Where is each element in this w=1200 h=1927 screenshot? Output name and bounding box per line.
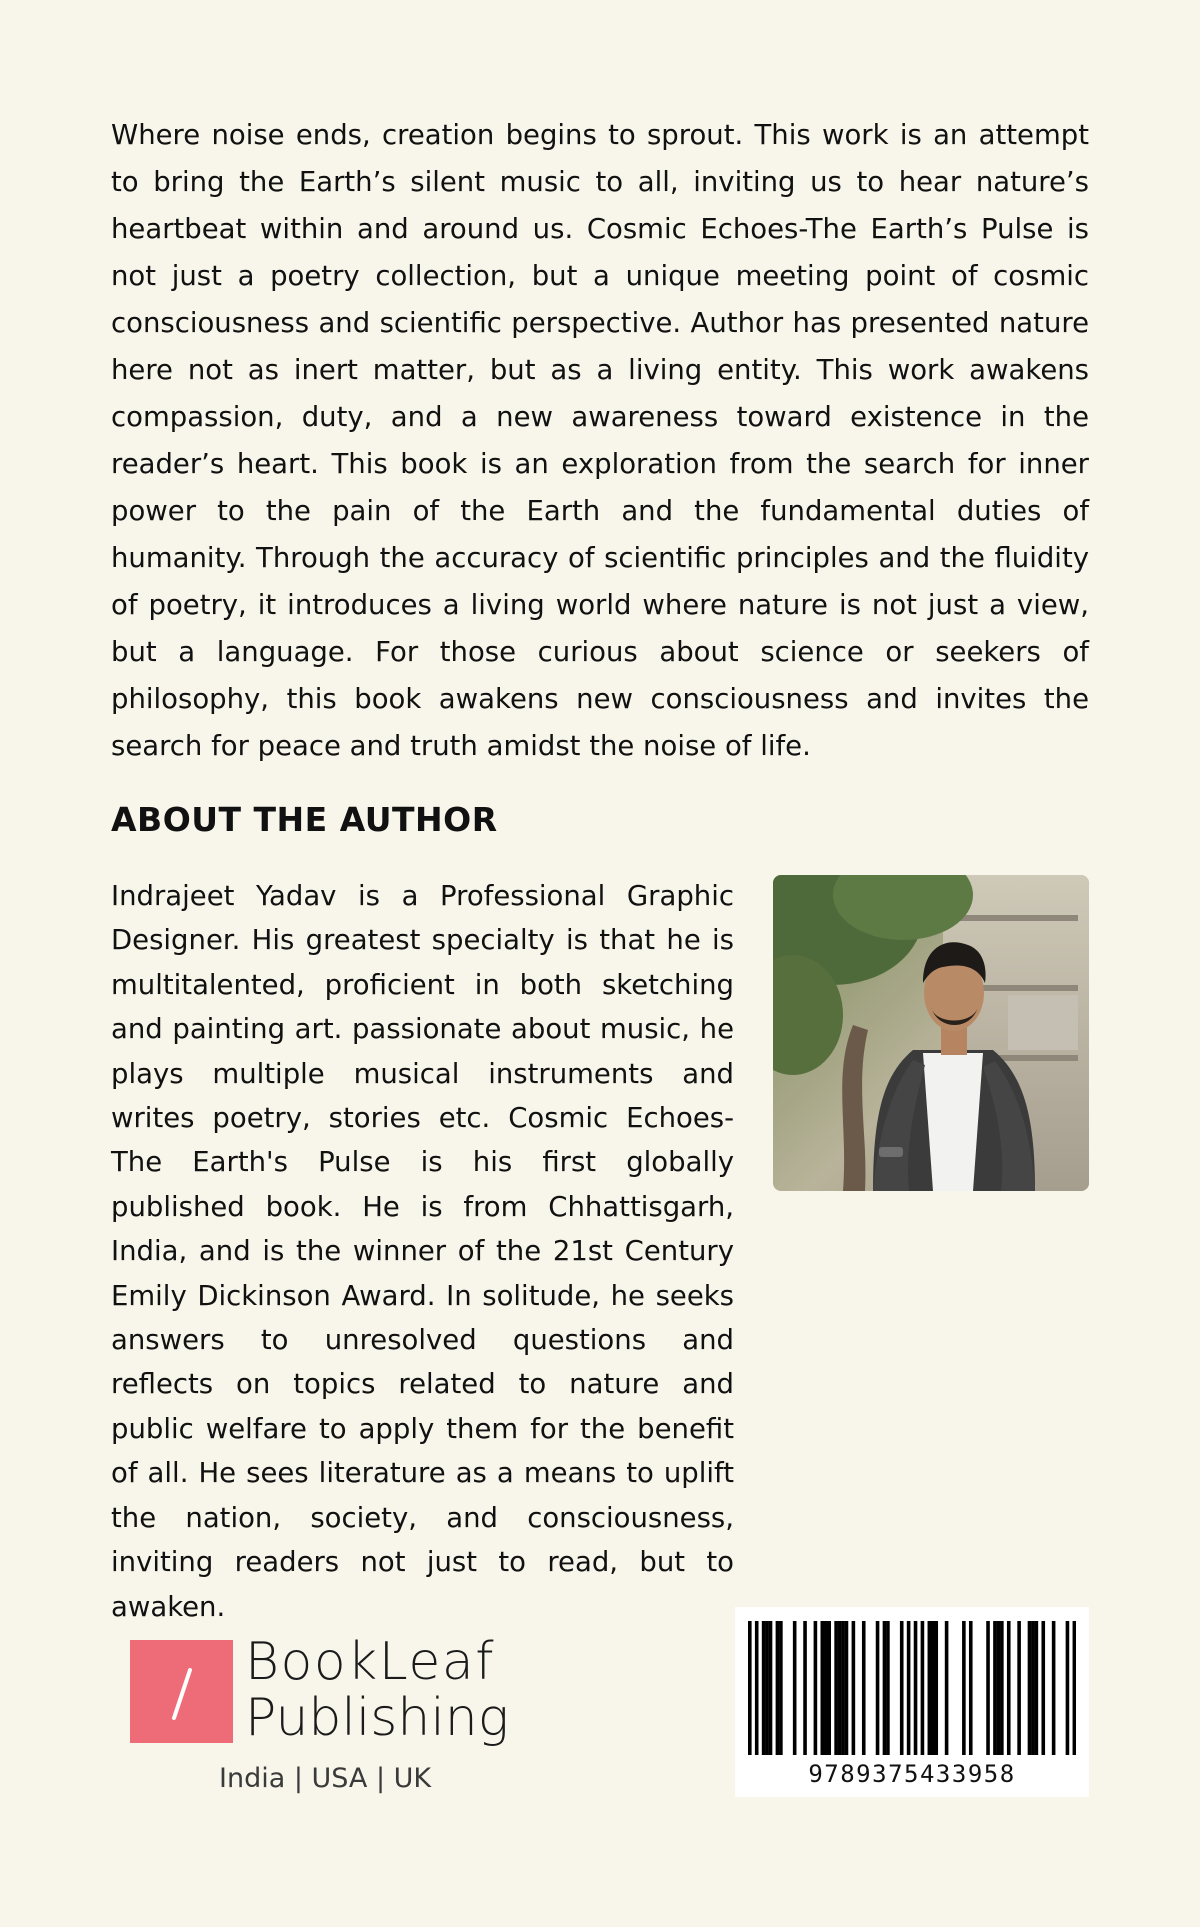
publisher-name-line2: Publishing (245, 1688, 509, 1748)
barcode-bar (886, 1621, 890, 1755)
barcode-bar (755, 1621, 759, 1755)
barcode-bar (907, 1621, 911, 1755)
barcode-bar (993, 1621, 997, 1755)
barcode-bar (900, 1621, 904, 1755)
barcode-bars (748, 1621, 1076, 1755)
barcode-bar (803, 1621, 807, 1755)
barcode-bar (1052, 1621, 1056, 1755)
barcode-bar (928, 1621, 932, 1755)
barcode-bar (1035, 1621, 1039, 1755)
barcode-bar (1066, 1621, 1070, 1755)
isbn-number: 9789375433958 (808, 1760, 1016, 1788)
publisher-regions: India | USA | UK (219, 1763, 432, 1794)
barcode-bar (1028, 1621, 1032, 1755)
barcode-bar (997, 1621, 1001, 1755)
barcode-bar (827, 1621, 831, 1755)
barcode-bar (1031, 1621, 1035, 1755)
barcode-bar (876, 1621, 880, 1755)
logo-mark (130, 1640, 233, 1743)
barcode-bar (852, 1621, 856, 1755)
barcode-bar (862, 1621, 866, 1755)
barcode-bar (824, 1621, 828, 1755)
barcode-bar (769, 1621, 773, 1755)
back-cover-blurb: Where noise ends, creation begins to sprout. This work is an attempt to bring the Earth’s silent music to all, inviting us to hear nature’s heartbeat within and around us. Cosmic Echoes-The Earth’s Pulse is not just a poetry collection, but a unique meeting point of cosmic consciousness and scientific perspective. Author has presented nature here not as inert matter, but as a living entity. This work awakens compassion, duty, and a new awareness toward existence in the reader’s heart. This book is an exploration from the search for inner power to the pain of the Earth and the fundamental duties of humanity. Through the accuracy of scientific principles and the fluidity of poetry, it introduces a living world where nature is not just a view, but a language. For those curious about science or seekers of philosophy, this book awakens new consciousness and invites the search for peace and truth amidst the noise of life. (111, 119, 1089, 762)
barcode-bar (1041, 1621, 1045, 1755)
barcode-bar (821, 1621, 825, 1755)
barcode-bar (776, 1621, 780, 1755)
barcode-bar (1017, 1621, 1021, 1755)
barcode-bar (762, 1621, 766, 1755)
barcode-bar (934, 1621, 938, 1755)
barcode-bar (838, 1621, 842, 1755)
barcode-bar (921, 1621, 925, 1755)
barcode-bar (748, 1621, 752, 1755)
barcode-bar (834, 1621, 838, 1755)
about-author-heading: ABOUT THE AUTHOR (111, 800, 498, 839)
barcode-bar (814, 1621, 818, 1755)
barcode-bar (1000, 1621, 1004, 1755)
slash-icon (130, 1640, 233, 1743)
author-photo-illustration (773, 875, 1089, 1191)
barcode-bar (914, 1621, 918, 1755)
barcode-bar (841, 1621, 845, 1755)
publisher-logo (130, 1630, 530, 1800)
barcode-bar (945, 1621, 949, 1755)
barcode-bar (969, 1621, 973, 1755)
barcode-bar (1007, 1621, 1011, 1755)
barcode-bar (1073, 1621, 1076, 1755)
publisher-name-line1: BookLeaf (245, 1632, 496, 1692)
barcode-bar (793, 1621, 797, 1755)
barcode-bar (986, 1621, 990, 1755)
author-photo (773, 875, 1089, 1191)
author-bio: Indrajeet Yadav is a Professional Graphic Designer. His greatest specialty is that he is multitalented, proficient in both sketching and painting art. passionate about music, he plays multiple musical instruments and writes poetry, stories etc. Cosmic Echoes-The Earth's Pulse is his first globally published book. He is from Chhattisgarh, India, and is the winner of the 21st Century Emily Dickinson Award. In solitude, he seeks answers to unresolved questions and reflects on topics related to nature and public welfare to apply them for the benefit of all. He sees literature as a means to uplift the nation, society, and consciousness, inviting readers not just to read, but to awaken. (111, 880, 734, 1623)
barcode-bar (931, 1621, 935, 1755)
barcode-bar (765, 1621, 769, 1755)
barcode-bar (779, 1621, 783, 1755)
barcode-bar (962, 1621, 966, 1755)
barcode-bar (845, 1621, 849, 1755)
isbn-barcode (735, 1607, 1089, 1797)
barcode-bar (883, 1621, 887, 1755)
